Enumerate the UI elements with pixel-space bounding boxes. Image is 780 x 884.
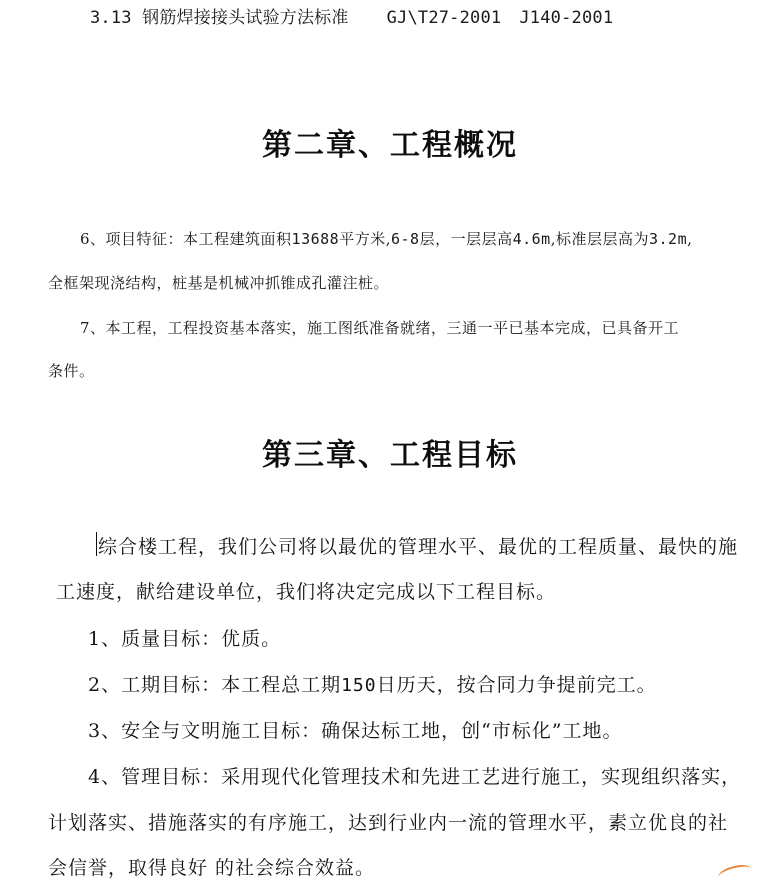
item-6-height-standard: 3.2m xyxy=(649,230,688,248)
item-6-prefix: 6、项目特征：本工程建筑面积 xyxy=(80,230,292,248)
item-7-line-1: 7、本工程，工程投资基本落实，施工图纸准备就绪，三通一平已基本完成，已具备开工 xyxy=(80,319,680,337)
goal-quality[interactable]: 1、质量目标：优质。 xyxy=(88,628,282,650)
goal-management-line-1[interactable]: 4、管理目标：采用现代化管理技术和先进工艺进行施工，实现组织落实， xyxy=(88,766,742,788)
goal-safety[interactable]: 3、安全与文明施工目标：确保达标工地，创“市标化”工地。 xyxy=(88,720,623,742)
item-6-area: 13688 xyxy=(291,230,340,248)
item-6-end: , xyxy=(687,230,693,248)
item-6-line-1 xyxy=(80,228,692,249)
item-6-line-2: 全框架现浇结构，桩基是机械冲抓锥成孔灌注桩。 xyxy=(48,274,390,292)
standard-reference-line xyxy=(90,3,613,28)
item-6-height-first: 4.6m xyxy=(512,230,551,248)
goal-management-line-3[interactable]: 会信誉，取得良好 的社会综合效益。 xyxy=(48,857,376,879)
chapter-2-heading: 第二章、工程概况 xyxy=(262,128,518,163)
item-6-floors: 6-8 xyxy=(390,230,420,248)
intro-line-2[interactable]: 工速度，献给建设单位，我们将决定完成以下工程目标。 xyxy=(56,581,557,603)
standard-code-gj: GJ\T27-2001 xyxy=(386,8,502,28)
intro-line-1[interactable]: 综合楼工程，我们公司将以最优的管理水平、最优的工程质量、最快的施 xyxy=(98,536,739,558)
standard-title: 3.13 钢筋焊接接头试验方法标准 xyxy=(90,8,349,28)
goal-schedule-prefix: 2、工期目标：本工程总工期 xyxy=(88,674,342,696)
text-cursor xyxy=(96,532,97,556)
item-6-mid: 平方米, xyxy=(339,230,391,248)
goal-schedule-days: 150 xyxy=(341,675,377,696)
goal-schedule[interactable] xyxy=(88,670,657,697)
goal-management-line-2[interactable]: 计划落实、措施落实的有序施工，达到行业内一流的管理水平，素立优良的社 xyxy=(48,812,729,834)
goal-schedule-suffix: 日历天，按合同力争提前完工。 xyxy=(376,674,657,696)
item-7-line-2: 条件。 xyxy=(48,362,95,380)
item-6-mid3: ,标准层层高为 xyxy=(550,230,649,248)
standard-code-j: J140-2001 xyxy=(519,8,614,28)
item-6-mid2: 层，一层层高 xyxy=(419,230,513,248)
chapter-3-heading: 第三章、工程目标 xyxy=(262,438,518,473)
